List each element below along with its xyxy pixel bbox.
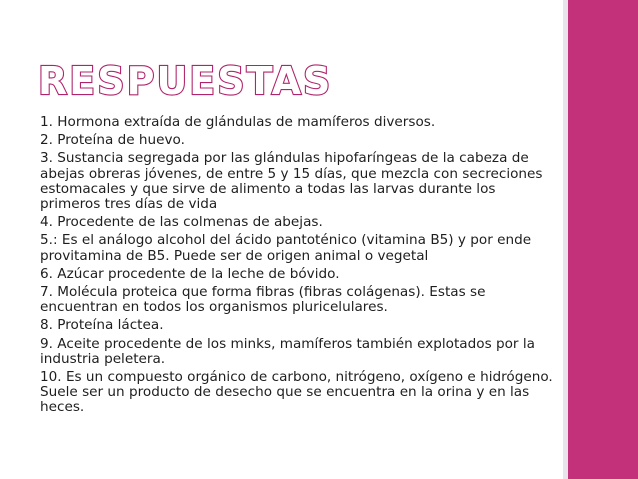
list-item-text: 9. Aceite procedente de los minks, mamíferos también explotados por la industria peletera. [40, 335, 535, 367]
list-item-text: 2. Proteína de huevo. [40, 132, 185, 149]
list-item-text: 3. Sustancia segregada por las glándulas hipofaríngeas de la cabeza de abejas obreras jóvenes, de entre 5 y 15 días, que mezcla con secreciones estomacales y que sirve de alimento a todas las larvas durante los primeros tres días de vida [40, 150, 543, 213]
answers-list [18, 115, 558, 419]
list-item [18, 318, 558, 333]
list-item [18, 267, 558, 282]
list-item [18, 133, 558, 148]
list-item [18, 233, 558, 263]
list-item [18, 337, 558, 367]
list-item-text: 7. Molécula proteica que forma fibras (fibras colágenas). Estas se encuentran en todos los organismos pluricelulares. [40, 284, 486, 316]
list-item [18, 215, 558, 230]
list-item-text: 6. Azúcar procedente de la leche de bóvido. [40, 265, 340, 282]
side-accent-band [568, 0, 638, 479]
list-item-text: 5.: Es el análogo alcohol del ácido pantoténico (vitamina B5) y por ende provitamina de B5. Puede ser de origen animal o vegetal [40, 232, 532, 264]
list-item [18, 370, 558, 416]
slide-title: RESPUESTAS [38, 59, 333, 103]
list-item-text: 8. Proteína láctea. [40, 317, 164, 334]
list-item [18, 115, 558, 130]
list-item-text: 4. Procedente de las colmenas de abejas. [40, 214, 323, 231]
list-item-text: 10. Es un compuesto orgánico de carbono, nitrógeno, oxígeno e hidrógeno. Suele ser un producto de desecho que se encuentra en la orina y en las heces. [40, 369, 553, 416]
list-item [18, 151, 558, 212]
list-item [18, 285, 558, 315]
list-item-text: 1. Hormona extraída de glándulas de mamíferos diversos. [40, 114, 436, 130]
